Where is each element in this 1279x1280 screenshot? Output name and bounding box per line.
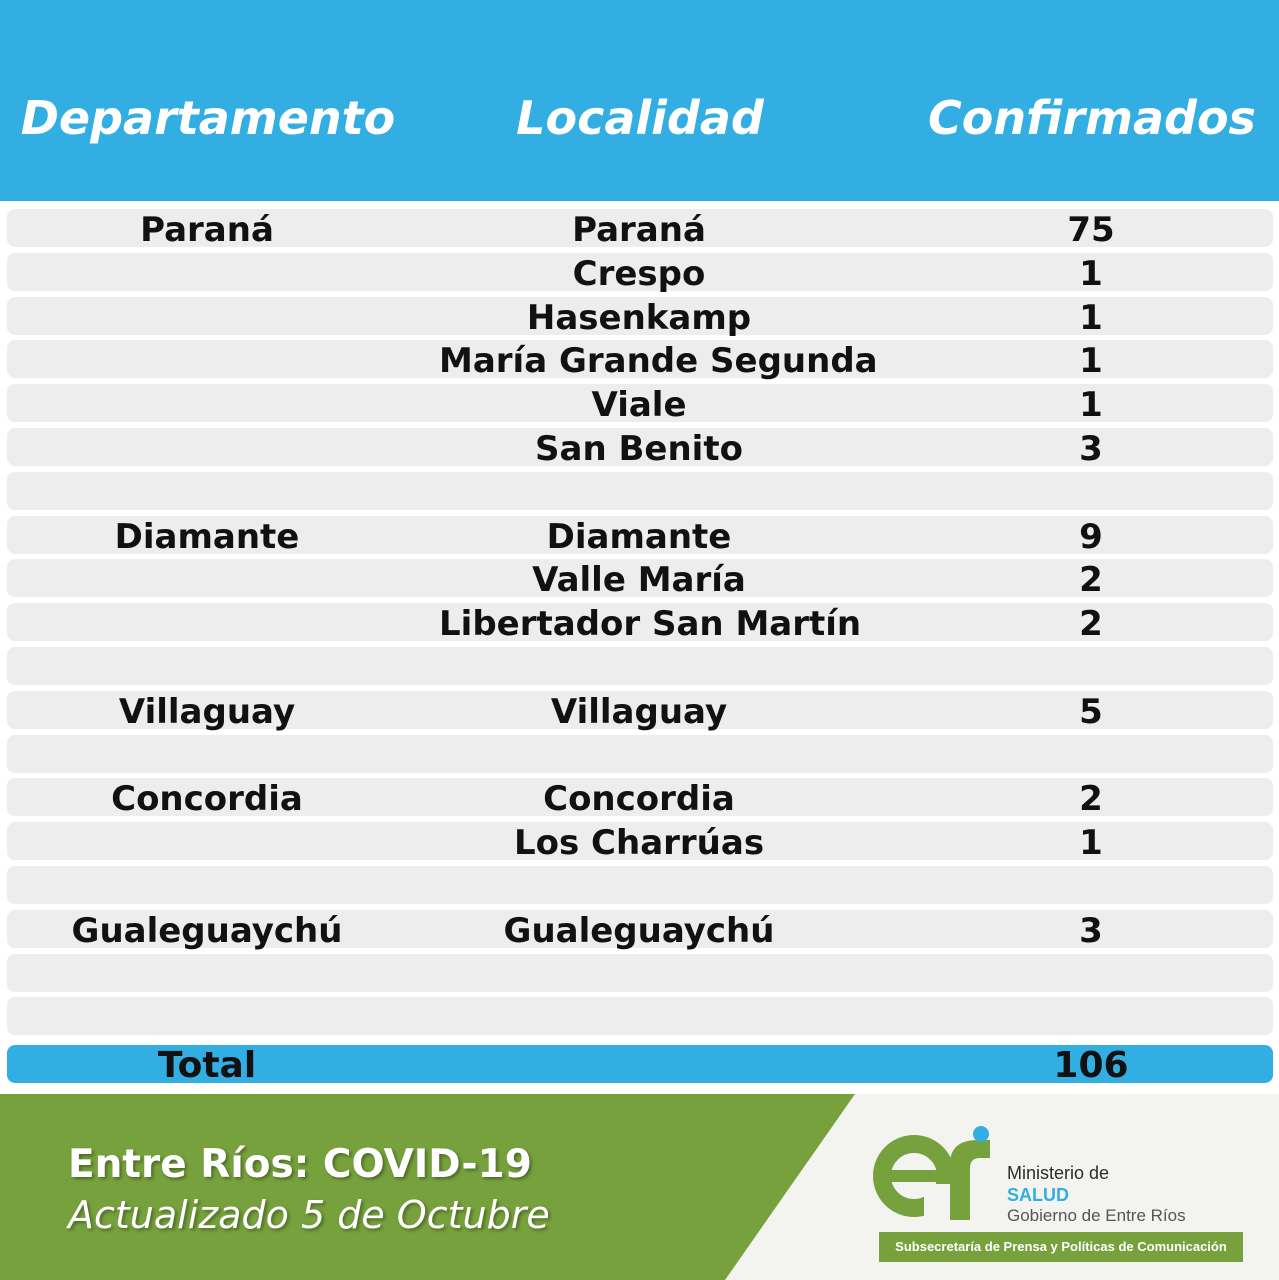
table-row — [7, 297, 1273, 338]
table-row — [7, 647, 1273, 685]
table-row — [7, 954, 1273, 992]
table-row — [7, 822, 1273, 863]
cell-departamento — [7, 822, 407, 864]
cell-departamento — [7, 428, 407, 470]
subsecretaria-banner: Subsecretaría de Prensa y Políticas de Comunicación — [879, 1232, 1243, 1262]
total-value: 106 — [1053, 1045, 1129, 1086]
cell-localidad — [439, 954, 839, 996]
cell-confirmados: 1 — [1079, 385, 1103, 425]
cell-localidad: Crespo — [572, 254, 706, 294]
cell-localidad — [439, 647, 839, 689]
cell-confirmados: 2 — [1079, 560, 1103, 600]
cell-confirmados: 2 — [1079, 604, 1103, 644]
table-row — [7, 603, 1273, 644]
cell-departamento — [7, 297, 407, 339]
cell-departamento — [7, 866, 407, 908]
header-departamento: Departamento — [20, 91, 396, 145]
cell-localidad: Paraná — [572, 210, 706, 250]
cell-departamento — [7, 997, 407, 1039]
table-row — [7, 428, 1273, 469]
cell-confirmados: 75 — [1067, 210, 1115, 250]
table-row — [7, 340, 1273, 381]
cell-localidad — [439, 997, 839, 1039]
cell-localidad: San Benito — [535, 429, 743, 469]
cell-confirmados: 3 — [1079, 911, 1103, 951]
cell-confirmados — [991, 997, 1191, 1039]
cell-departamento: Diamante — [114, 517, 300, 557]
org-ministerio: Ministerio de — [1007, 1163, 1110, 1183]
cell-localidad: Concordia — [543, 779, 735, 819]
cell-localidad: Valle María — [532, 560, 746, 600]
cell-departamento: Gualeguaychú — [71, 911, 343, 951]
org-gobierno: Gobierno de Entre Ríos — [1007, 1206, 1186, 1225]
cell-departamento: Villaguay — [118, 692, 296, 732]
cell-confirmados: 1 — [1079, 298, 1103, 338]
cell-confirmados: 1 — [1079, 823, 1103, 863]
cell-departamento — [7, 472, 407, 514]
cell-localidad: María Grande Segunda — [439, 341, 878, 381]
cell-departamento — [7, 735, 407, 777]
er-logo-icon — [872, 1124, 1002, 1224]
cell-departamento — [7, 954, 407, 996]
table-header — [0, 0, 1279, 201]
cell-confirmados — [991, 647, 1191, 689]
table-row — [7, 472, 1273, 510]
cell-confirmados: 1 — [1079, 254, 1103, 294]
table-row — [7, 559, 1273, 600]
cell-confirmados — [991, 735, 1191, 777]
table-row — [7, 735, 1273, 773]
total-label: Total — [157, 1045, 257, 1086]
cell-confirmados: 1 — [1079, 341, 1103, 381]
cell-confirmados — [991, 472, 1191, 514]
cell-confirmados: 2 — [1079, 779, 1103, 819]
table-row — [7, 384, 1273, 425]
table-row — [7, 253, 1273, 294]
cell-departamento: Concordia — [111, 779, 303, 819]
cell-localidad: Libertador San Martín — [439, 604, 862, 644]
header-localidad: Localidad — [516, 91, 764, 145]
cell-departamento — [7, 647, 407, 689]
table-row — [7, 691, 1273, 732]
org-salud: SALUD — [1007, 1185, 1069, 1205]
cell-departamento — [7, 253, 407, 295]
table-row — [7, 778, 1273, 819]
cell-localidad — [439, 735, 839, 777]
header-confirmados: Confirmados — [928, 91, 1256, 145]
cell-localidad: Villaguay — [550, 692, 728, 732]
table-row — [7, 997, 1273, 1035]
cell-confirmados — [991, 866, 1191, 908]
cell-departamento — [7, 340, 407, 382]
cell-confirmados: 9 — [1079, 517, 1103, 557]
footer — [0, 1094, 1279, 1280]
cell-localidad: Hasenkamp — [526, 298, 752, 338]
cell-localidad — [439, 866, 839, 908]
cell-localidad: Viale — [591, 385, 687, 425]
cell-departamento — [7, 384, 407, 426]
cell-confirmados: 5 — [1079, 692, 1103, 732]
footer-title: Entre Ríos: COVID-19 — [68, 1142, 532, 1187]
cell-localidad: Los Charrúas — [513, 823, 765, 863]
table-row — [7, 516, 1273, 557]
total-row — [7, 1045, 1273, 1086]
cell-localidad — [439, 472, 839, 514]
cell-departamento — [7, 559, 407, 601]
cell-localidad: Gualeguaychú — [503, 911, 775, 951]
table-row — [7, 910, 1273, 951]
cell-departamento: Paraná — [140, 210, 274, 250]
cell-confirmados — [991, 954, 1191, 996]
cell-departamento — [7, 603, 407, 645]
footer-subtitle: Actualizado 5 de Octubre — [68, 1193, 550, 1237]
cell-localidad: Diamante — [546, 517, 732, 557]
table-row — [7, 866, 1273, 904]
table-row — [7, 209, 1273, 250]
cell-confirmados: 3 — [1079, 429, 1103, 469]
